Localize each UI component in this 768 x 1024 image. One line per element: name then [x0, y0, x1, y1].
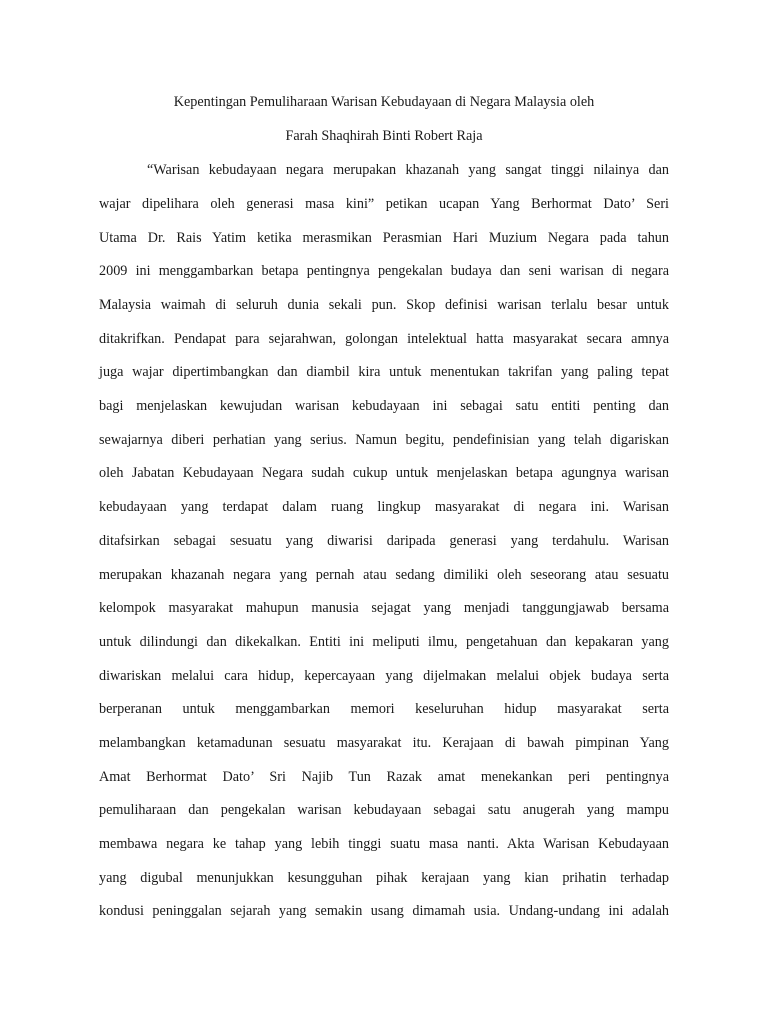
paragraph-line: ditakrifkan. Pendapat para sejarahwan, golongan intelektual hatta masyarakat secara amnya — [99, 331, 669, 347]
document-title: Kepentingan Pemuliharaan Warisan Kebudayaan di Negara Malaysia oleh — [173, 94, 595, 110]
paragraph-line: bagi menjelaskan kewujudan warisan kebudayaan ini sebagai satu entiti penting dan — [99, 398, 669, 414]
paragraph-line: diwariskan melalui cara hidup, kepercayaan yang dijelmakan melalui objek budaya serta — [99, 668, 669, 684]
paragraph-line: kebudayaan yang terdapat dalam ruang lingkup masyarakat di negara ini. Warisan — [99, 499, 669, 515]
paragraph-line: Utama Dr. Rais Yatim ketika merasmikan Perasmian Hari Muzium Negara pada tahun — [99, 230, 669, 246]
paragraph-line: Malaysia waimah di seluruh dunia sekali pun. Skop definisi warisan terlalu besar untuk — [99, 297, 669, 313]
paragraph-line: berperanan untuk menggambarkan memori keseluruhan hidup masyarakat serta — [99, 701, 669, 717]
paragraph-line: sewajarnya diberi perhatian yang serius. Namun begitu, pendefinisian yang telah digariskan — [99, 432, 669, 448]
paragraph-line: “Warisan kebudayaan negara merupakan khazanah yang sangat tinggi nilainya dan — [147, 162, 669, 178]
document-author: Farah Shaqhirah Binti Robert Raja — [285, 128, 483, 144]
paragraph-line: Amat Berhormat Dato’ Sri Najib Tun Razak amat menekankan peri pentingnya — [99, 769, 669, 785]
paragraph-line: pemuliharaan dan pengekalan warisan kebudayaan sebagai satu anugerah yang mampu — [99, 802, 669, 818]
paragraph-line: oleh Jabatan Kebudayaan Negara sudah cukup untuk menjelaskan betapa agungnya warisan — [99, 465, 669, 481]
paragraph-line: yang digubal menunjukkan kesungguhan pihak kerajaan yang kian prihatin terhadap — [99, 870, 669, 886]
paragraph-line: wajar dipelihara oleh generasi masa kini” petikan ucapan Yang Berhormat Dato’ Seri — [99, 196, 669, 212]
paragraph-line: membawa negara ke tahap yang lebih tinggi suatu masa nanti. Akta Warisan Kebudayaan — [99, 836, 669, 852]
paragraph-line: untuk dilindungi dan dikekalkan. Entiti ini meliputi ilmu, pengetahuan dan kepakaran yang — [99, 634, 669, 650]
paragraph-line: juga wajar dipertimbangkan dan diambil kira untuk menentukan takrifan yang paling tepat — [99, 364, 669, 380]
paragraph-line: ditafsirkan sebagai sesuatu yang diwarisi daripada generasi yang terdahulu. Warisan — [99, 533, 669, 549]
paragraph-line: kelompok masyarakat mahupun manusia sejagat yang menjadi tanggungjawab bersama — [99, 600, 669, 616]
paragraph-line: merupakan khazanah negara yang pernah atau sedang dimiliki oleh seseorang atau sesuatu — [99, 567, 669, 583]
paragraph-line: 2009 ini menggambarkan betapa pentingnya pengekalan budaya dan seni warisan di negara — [99, 263, 669, 279]
paragraph-line: melambangkan ketamadunan sesuatu masyarakat itu. Kerajaan di bawah pimpinan Yang — [99, 735, 669, 751]
paragraph-line: kondusi peninggalan sejarah yang semakin usang dimamah usia. Undang-undang ini adalah — [99, 903, 669, 919]
